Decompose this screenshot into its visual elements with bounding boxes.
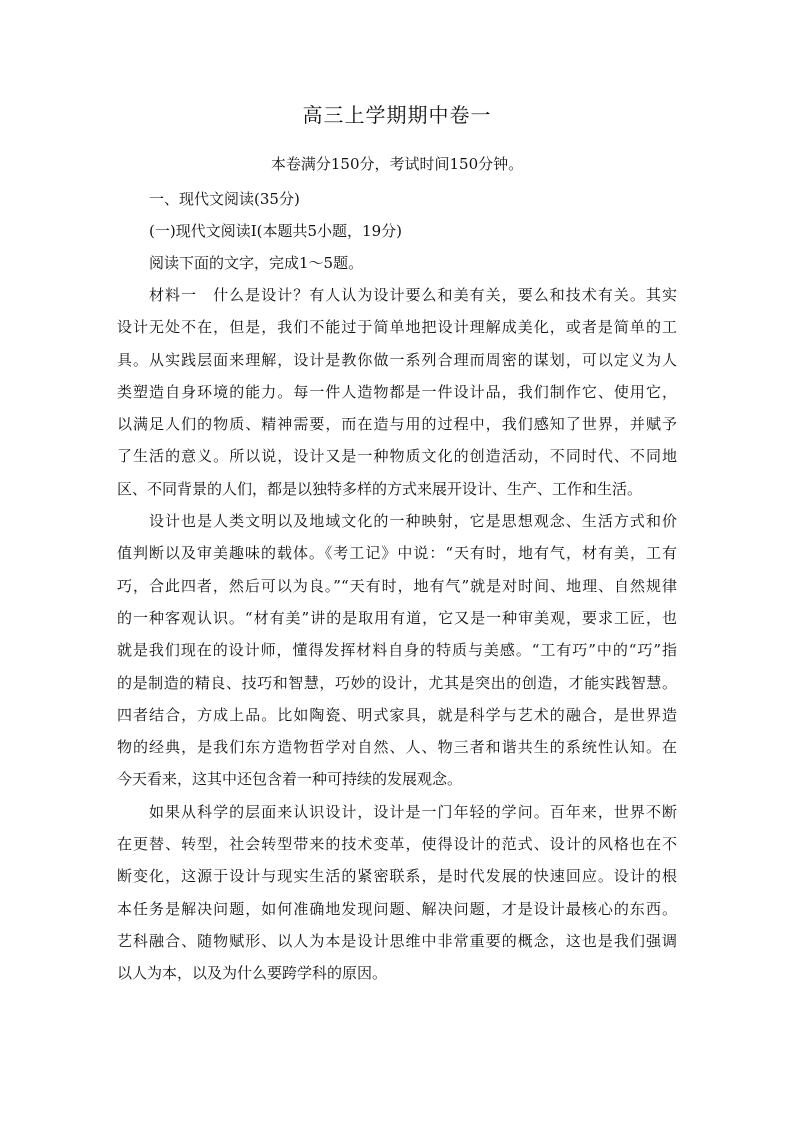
- exam-title: 高三上学期期中卷一: [302, 103, 492, 127]
- paragraph-line: 如果从科学的层面来认识设计，设计是一门年轻的学问。百年来，世界不断: [149, 802, 677, 821]
- paragraph-line: 区、不同背景的人们，都是以独特多样的方式来展开设计、生产、工作和生活。: [117, 479, 643, 498]
- paragraph-line: 值判断以及审美趣味的载体。《考工记》中说：“天有时，地有气，材有美，工有: [117, 544, 677, 563]
- paragraph-line: 材料一 什么是设计？有人认为设计要么和美有关，要么和技术有关。其实: [149, 286, 677, 304]
- paragraph-line: 了生活的意义。所以说，设计又是一种物质文化的创造活动，不同时代、不同地: [117, 447, 677, 466]
- paragraph-line: 物的经典，是我们东方造物哲学对自然、人、物三者和谐共生的系统性认知。在: [117, 738, 677, 757]
- reading-material: [117, 279, 677, 990]
- section-heading: 一、现代文阅读(35分): [149, 190, 300, 208]
- paragraph-line: 四者结合，方成上品。比如陶瓷、明式家具，就是科学与艺术的融合，是世界造: [117, 705, 677, 724]
- paragraph-line: 的是制造的精良、技巧和智慧，巧妙的设计，尤其是突出的创造，才能实践智慧。: [117, 673, 677, 692]
- paragraph-1: [117, 279, 677, 505]
- exam-subtitle: 本卷满分150分，考试时间150分钟。: [270, 155, 524, 173]
- paragraph-line: 就是我们现在的设计师，懂得发挥材料自身的特质与美感。“工有巧”中的“巧”指: [117, 641, 677, 660]
- paragraph-2: [117, 505, 677, 796]
- paragraph-line: 断变化，这源于设计与现实生活的紧密联系，是时代发展的快速回应。设计的根: [117, 867, 677, 886]
- paragraph-line: 今天看来，这其中还包含着一种可持续的发展观念。: [117, 770, 463, 789]
- instruction-text: 阅读下面的文字，完成1～5题。: [149, 254, 364, 272]
- paragraph-line: 的一种客观认识。“材有美”讲的是取用有道，它又是一种审美观，要求工匠，也: [117, 608, 677, 627]
- paragraph-line: 类塑造自身环境的能力。每一件人造物都是一件设计品，我们制作它、使用它，: [117, 382, 677, 401]
- paragraph-line: 艺科融合、随物赋形、以人为本是设计思维中非常重要的概念，这也是我们强调: [117, 931, 677, 950]
- paragraph-line: 以人为本，以及为什么要跨学科的原因。: [117, 964, 388, 983]
- paragraph-line: 设计无处不在，但是，我们不能过于简单地把设计理解成美化，或者是简单的工: [117, 318, 677, 337]
- heading-block: [149, 183, 402, 279]
- paragraph-line: 在更替、转型，社会转型带来的技术变革，使得设计的范式、设计的风格也在不: [117, 835, 677, 854]
- paragraph-line: 设计也是人类文明以及地域文化的一种映射，它是思想观念、生活方式和价: [149, 512, 677, 531]
- paragraph-line: 以满足人们的物质、精神需要，而在造与用的过程中，我们感知了世界，并赋予: [117, 415, 677, 434]
- paragraph-3: [117, 796, 677, 990]
- paragraph-line: 具。从实践层面来理解，设计是教你做一系列合理而周密的谋划，可以定义为人: [117, 350, 677, 369]
- subsection-heading: (一)现代文阅读Ⅰ(本题共5小题，19分): [149, 222, 402, 240]
- paragraph-line: 巧，合此四者，然后可以为良。”“天有时，地有气”就是对时间、地理、自然规律: [117, 576, 677, 595]
- paragraph-line: 本任务是解决问题，如何准确地发现问题、解决问题，才是设计最核心的东西。: [117, 899, 677, 918]
